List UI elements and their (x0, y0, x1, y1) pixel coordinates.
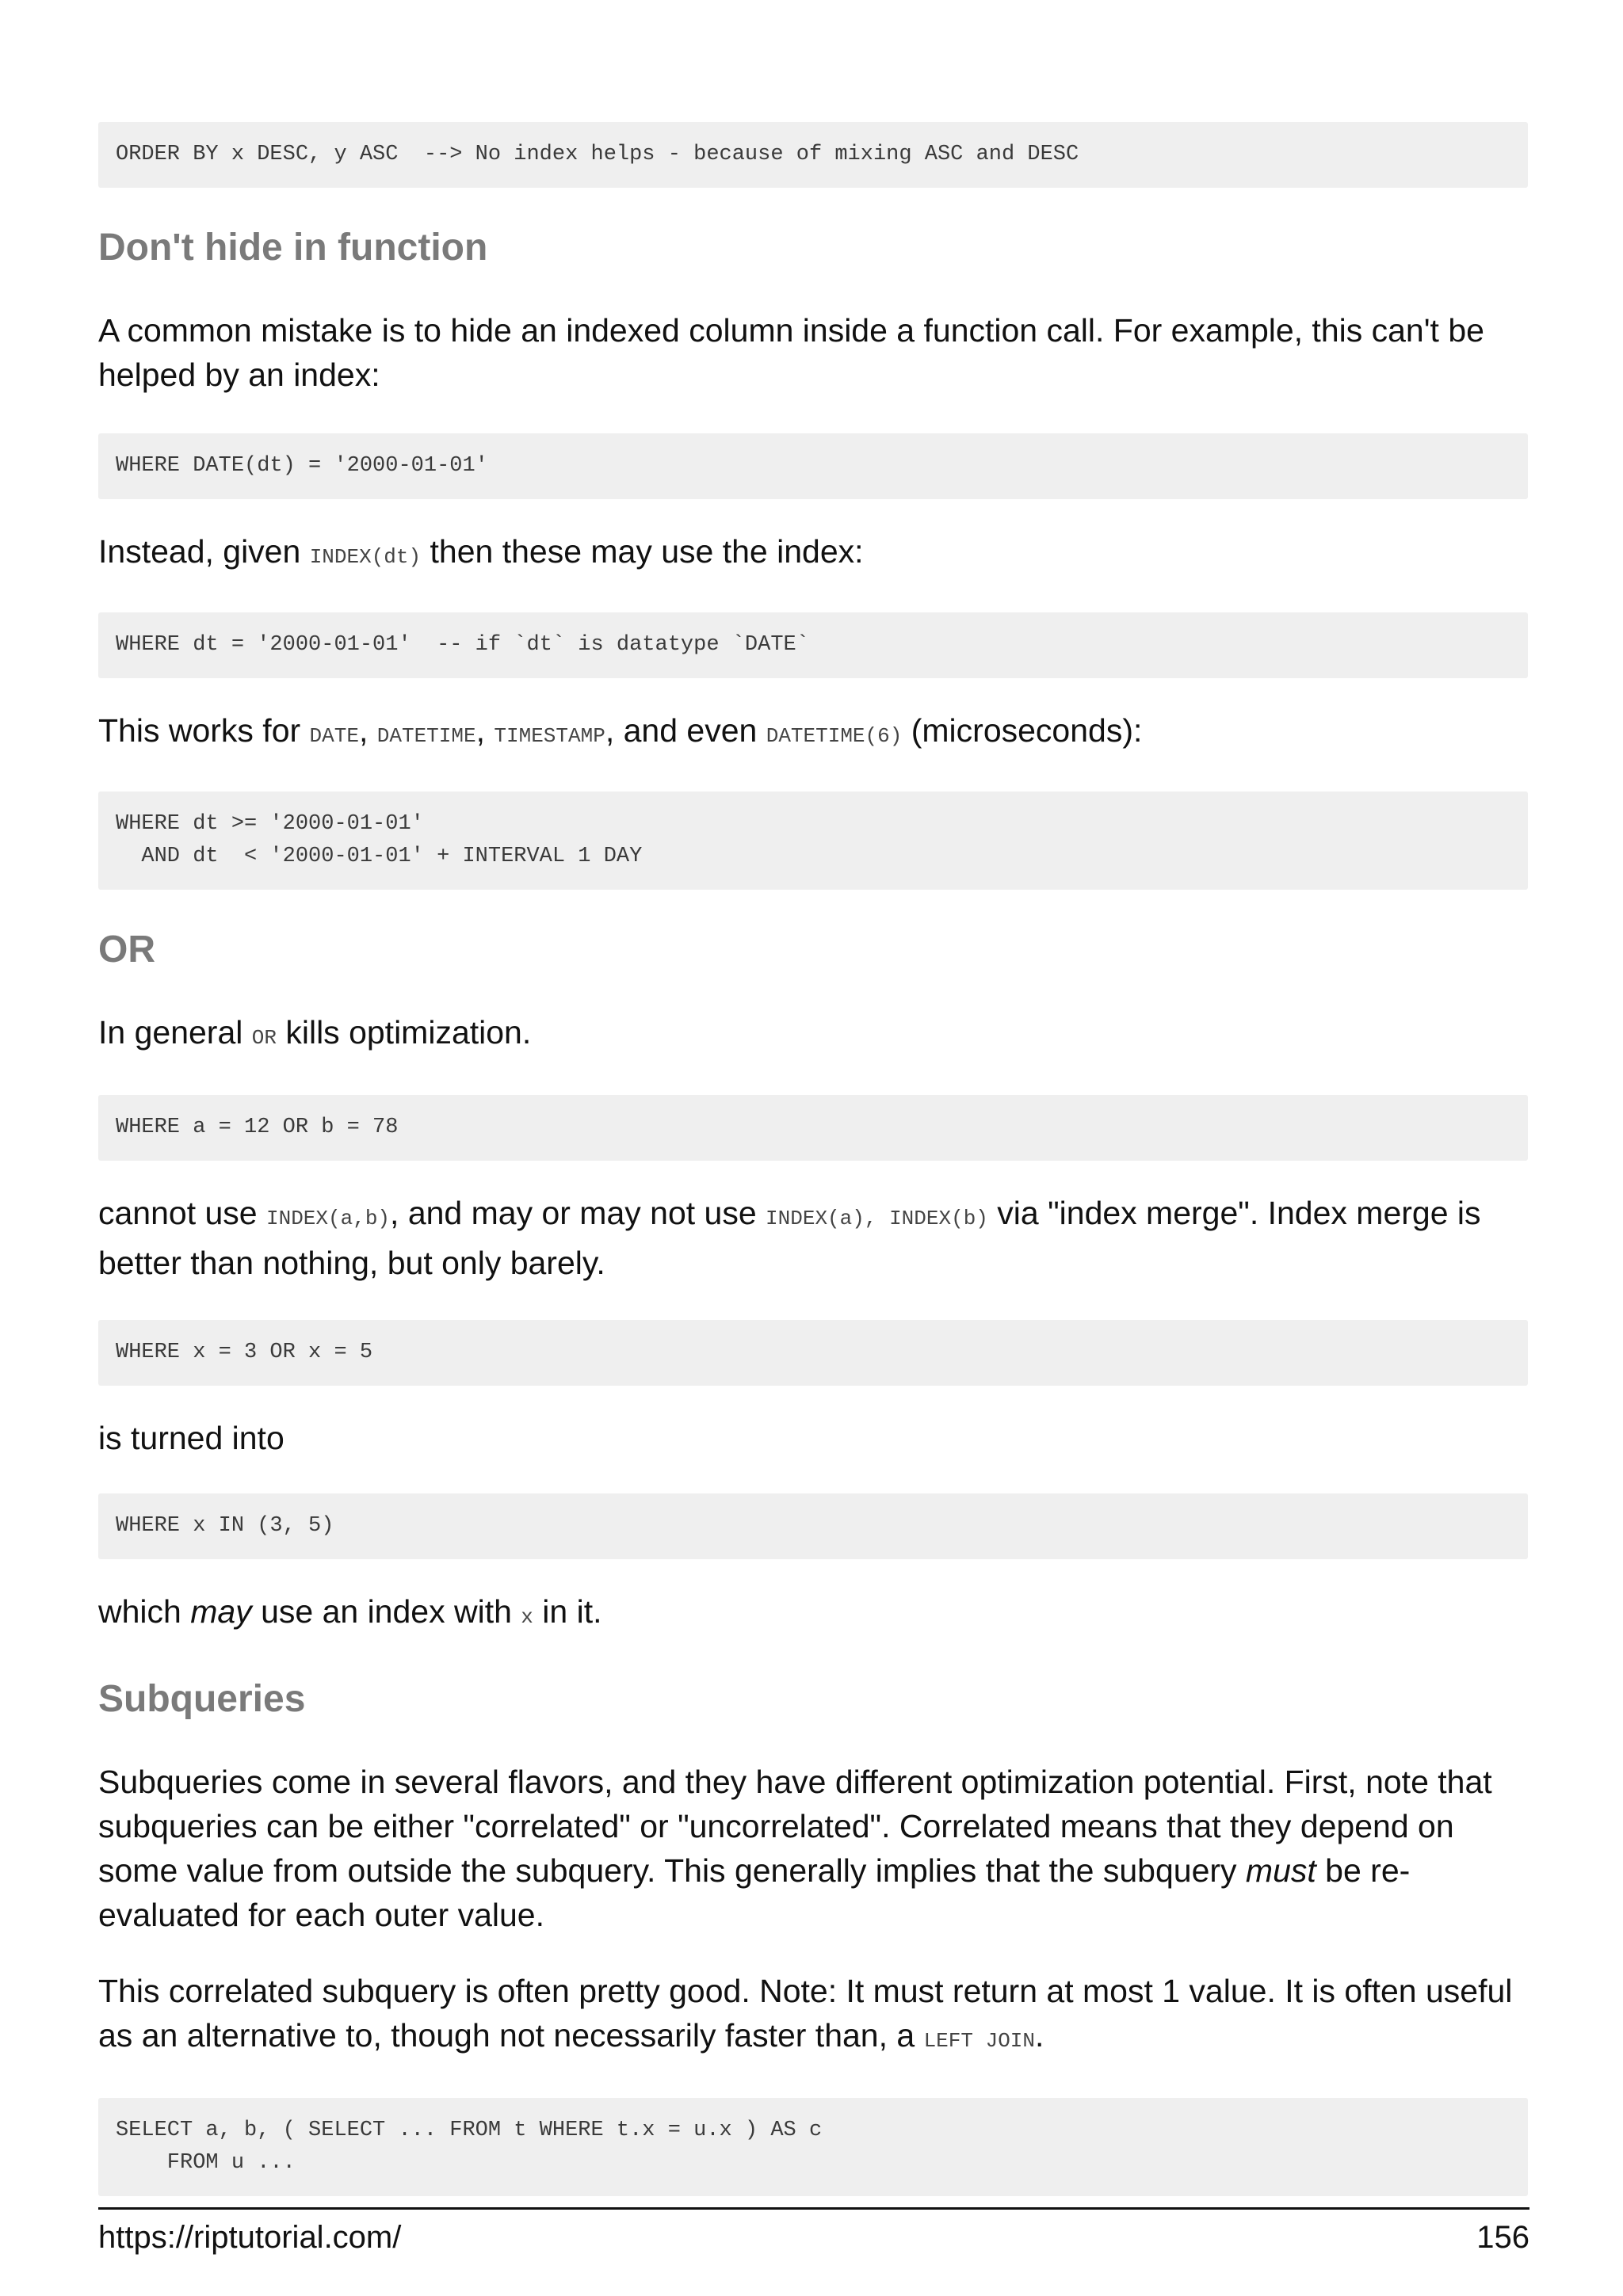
inline-code: DATE (309, 724, 359, 748)
page-content (98, 122, 1528, 2196)
inline-code: INDEX(a), INDEX(b) (766, 1207, 988, 1230)
text: then these may use the index: (421, 533, 864, 570)
heading-or: OR (98, 929, 155, 971)
paragraph-instead (98, 529, 1528, 579)
footer-url[interactable]: https://riptutorial.com/ (98, 2220, 402, 2255)
inline-code: INDEX(a,b) (266, 1207, 391, 1230)
text: Instead, given (98, 533, 310, 570)
code-block-select-subquery: SELECT a, b, ( SELECT ... FROM t WHERE t.x = u.x ) AS c FROM u ... (98, 2098, 1528, 2196)
inline-code: x (521, 1605, 533, 1629)
inline-code: DATETIME(6) (766, 724, 903, 748)
text: , and even (605, 712, 766, 749)
code-block-dt-equals: WHERE dt = '2000-01-01' -- if `dt` is datatype `DATE` (98, 612, 1528, 678)
emphasis: may (190, 1593, 252, 1630)
text: kills optimization. (276, 1014, 532, 1051)
inline-code: OR (251, 1026, 277, 1050)
text: cannot use (98, 1195, 266, 1231)
code-block-in: WHERE x IN (3, 5) (98, 1493, 1528, 1559)
heading-subqueries: Subqueries (98, 1678, 306, 1720)
text: In general (98, 1014, 252, 1051)
paragraph-works-for (98, 708, 1528, 758)
text: Subqueries come in several flavors, and they have different optimization potential. First, note that subqueries can be either "correlated" or "uncorrelated". Correlated means that they depend on some value from outside the subquery. This generally implies that the subquery (98, 1764, 1492, 1889)
emphasis: must (1245, 1852, 1316, 1889)
paragraph-correlated-subquery (98, 1969, 1528, 2063)
inline-code: DATETIME (376, 724, 476, 748)
inline-code: TIMESTAMP (494, 724, 605, 748)
text: , (358, 712, 377, 749)
heading-dont-hide-in-function: Don't hide in function (98, 227, 488, 269)
code-block-or-a-b: WHERE a = 12 OR b = 78 (98, 1095, 1528, 1161)
text: . (1035, 2017, 1044, 2054)
paragraph-subqueries-flavors (98, 1760, 1528, 1937)
page-footer (98, 2207, 1529, 2257)
text: This correlated subquery is often pretty good. Note: It must return at most 1 value. It is often useful as an alternative to, though not necessarily faster than, a (98, 1973, 1513, 2054)
code-block-or-x: WHERE x = 3 OR x = 5 (98, 1320, 1528, 1386)
text: in it. (533, 1593, 602, 1630)
text: This works for (98, 712, 310, 749)
inline-code: INDEX(dt) (309, 545, 422, 569)
code-block-date-function: WHERE DATE(dt) = '2000-01-01' (98, 433, 1528, 499)
paragraph-which-may (98, 1589, 1528, 1639)
paragraph-common-mistake: A common mistake is to hide an indexed column inside a function call. For example, this can't be helped by an index: (98, 312, 1484, 393)
text: which (98, 1593, 191, 1630)
text: , and may or may not use (390, 1195, 766, 1231)
text: via "index merge". Index merge is better than nothing, but only barely. (98, 1195, 1481, 1281)
code-block-date-range: WHERE dt >= '2000-01-01' AND dt < '2000-01-01' + INTERVAL 1 DAY (98, 791, 1528, 890)
text: use an index with (251, 1593, 521, 1630)
text: (microseconds): (902, 712, 1143, 749)
text: be re-evaluated for each outer value. (98, 1852, 1411, 1933)
paragraph-cannot-use (98, 1191, 1528, 1285)
inline-code: LEFT JOIN (923, 2029, 1036, 2053)
paragraph-in-general (98, 1010, 1528, 1060)
text: , (475, 712, 495, 749)
paragraph-turned-into: is turned into (98, 1420, 285, 1456)
code-block-order-by: ORDER BY x DESC, y ASC --> No index helps - because of mixing ASC and DESC (98, 122, 1528, 188)
page-number: 156 (1476, 2220, 1529, 2255)
